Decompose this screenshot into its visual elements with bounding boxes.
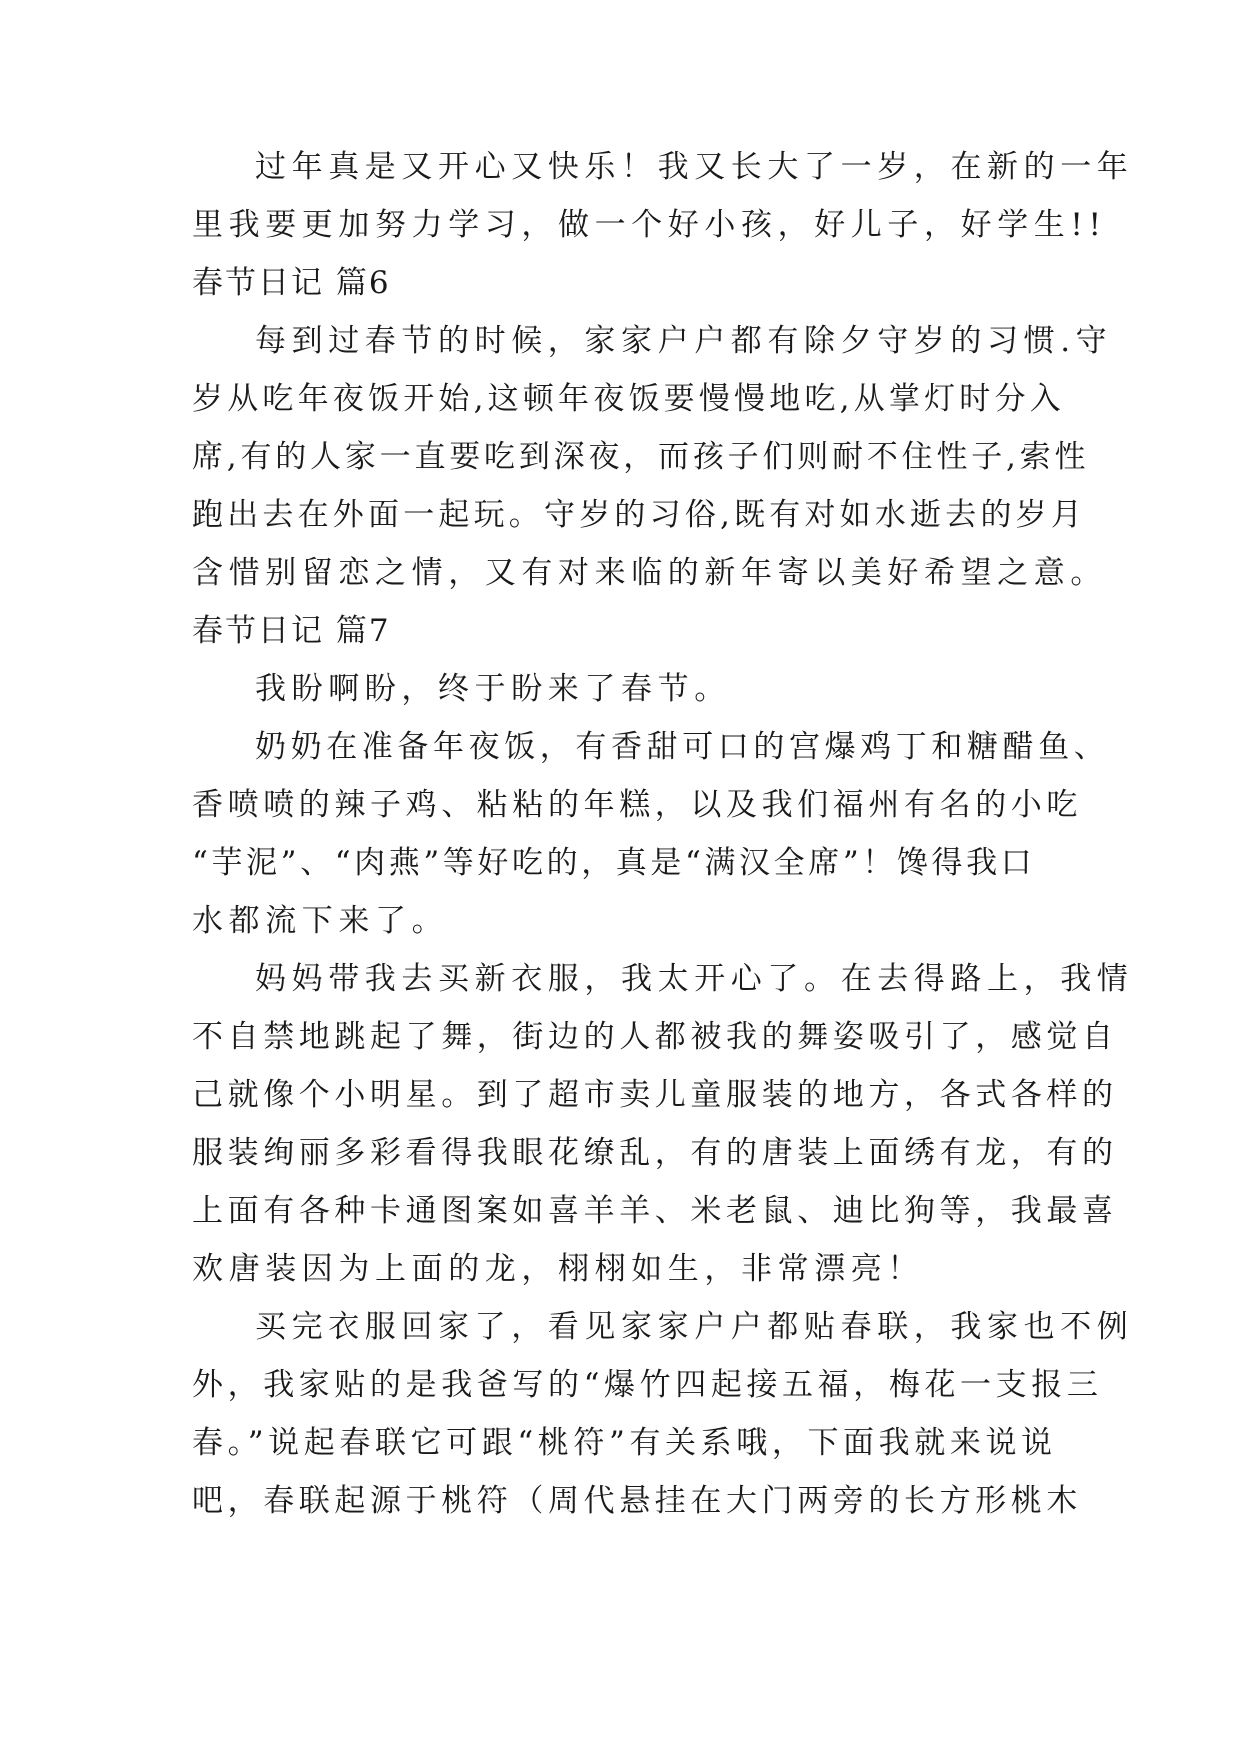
paragraph-line: 春。”说起春联它可跟“桃符”有关系哦，下面我就来说说 [192, 1425, 1057, 1461]
paragraph-line: 香喷喷的辣子鸡、粘粘的年糕，以及我们福州有名的小吃 [192, 787, 1082, 823]
paragraph-line: 过年真是又开心又快乐！我又长大了一岁，在新的一年 [255, 149, 1134, 185]
paragraph-line: 含惜别留恋之情，又有对来临的新年寄以美好希望之意。 [192, 555, 1107, 591]
section-heading: 春节日记 篇6 [192, 265, 391, 301]
paragraph-line: 欢唐装因为上面的龙，栩栩如生，非常漂亮！ [192, 1251, 924, 1287]
paragraph-line: 己就像个小明星。到了超市卖儿童服装的地方，各式各样的 [192, 1077, 1118, 1113]
paragraph-line: 外，我家贴的是我爸写的“爆竹四起接五福，梅花一支报三 [192, 1367, 1103, 1403]
paragraph-line: 买完衣服回家了，看见家家户户都贴春联，我家也不例 [255, 1309, 1134, 1345]
paragraph-line: 服装绚丽多彩看得我眼花缭乱，有的唐装上面绣有龙，有的 [192, 1135, 1118, 1171]
paragraph-line: 奶奶在准备年夜饭，有香甜可口的宫爆鸡丁和糖醋鱼、 [255, 729, 1110, 765]
paragraph-line: 里我要更加努力学习，做一个好小孩，好儿子，好学生!! [192, 207, 1107, 243]
paragraph-line: 席,有的人家一直要吃到深夜，而孩子们则耐不住性子,索性 [192, 439, 1090, 475]
paragraph-line: 水都流下来了。 [192, 903, 449, 939]
paragraph-line: 妈妈带我去买新衣服，我太开心了。在去得路上，我情 [255, 961, 1134, 997]
paragraph-line: 跑出去在外面一起玩。守岁的习俗,既有对如水逝去的岁月 [192, 497, 1087, 533]
paragraph-line: 上面有各种卡通图案如喜羊羊、米老鼠、迪比狗等，我最喜 [192, 1193, 1118, 1229]
paragraph-line: 不自禁地跳起了舞，街边的人都被我的舞姿吸引了，感觉自 [192, 1019, 1118, 1055]
paragraph-line: 吧，春联起源于桃符（周代悬挂在大门两旁的长方形桃木 [192, 1483, 1082, 1519]
section-heading: 春节日记 篇7 [192, 613, 391, 649]
paragraph-line: 我盼啊盼，终于盼来了春节。 [255, 671, 731, 707]
paragraph-line: 每到过春节的时候，家家户户都有除夕守岁的习惯.守 [255, 323, 1113, 359]
paragraph-line: “芋泥”、“肉燕”等好吃的，真是“满汉全席”！馋得我口 [192, 845, 1036, 881]
paragraph-line: 岁从吃年夜饭开始,这顿年夜饭要慢慢地吃,从掌灯时分入 [192, 381, 1065, 417]
